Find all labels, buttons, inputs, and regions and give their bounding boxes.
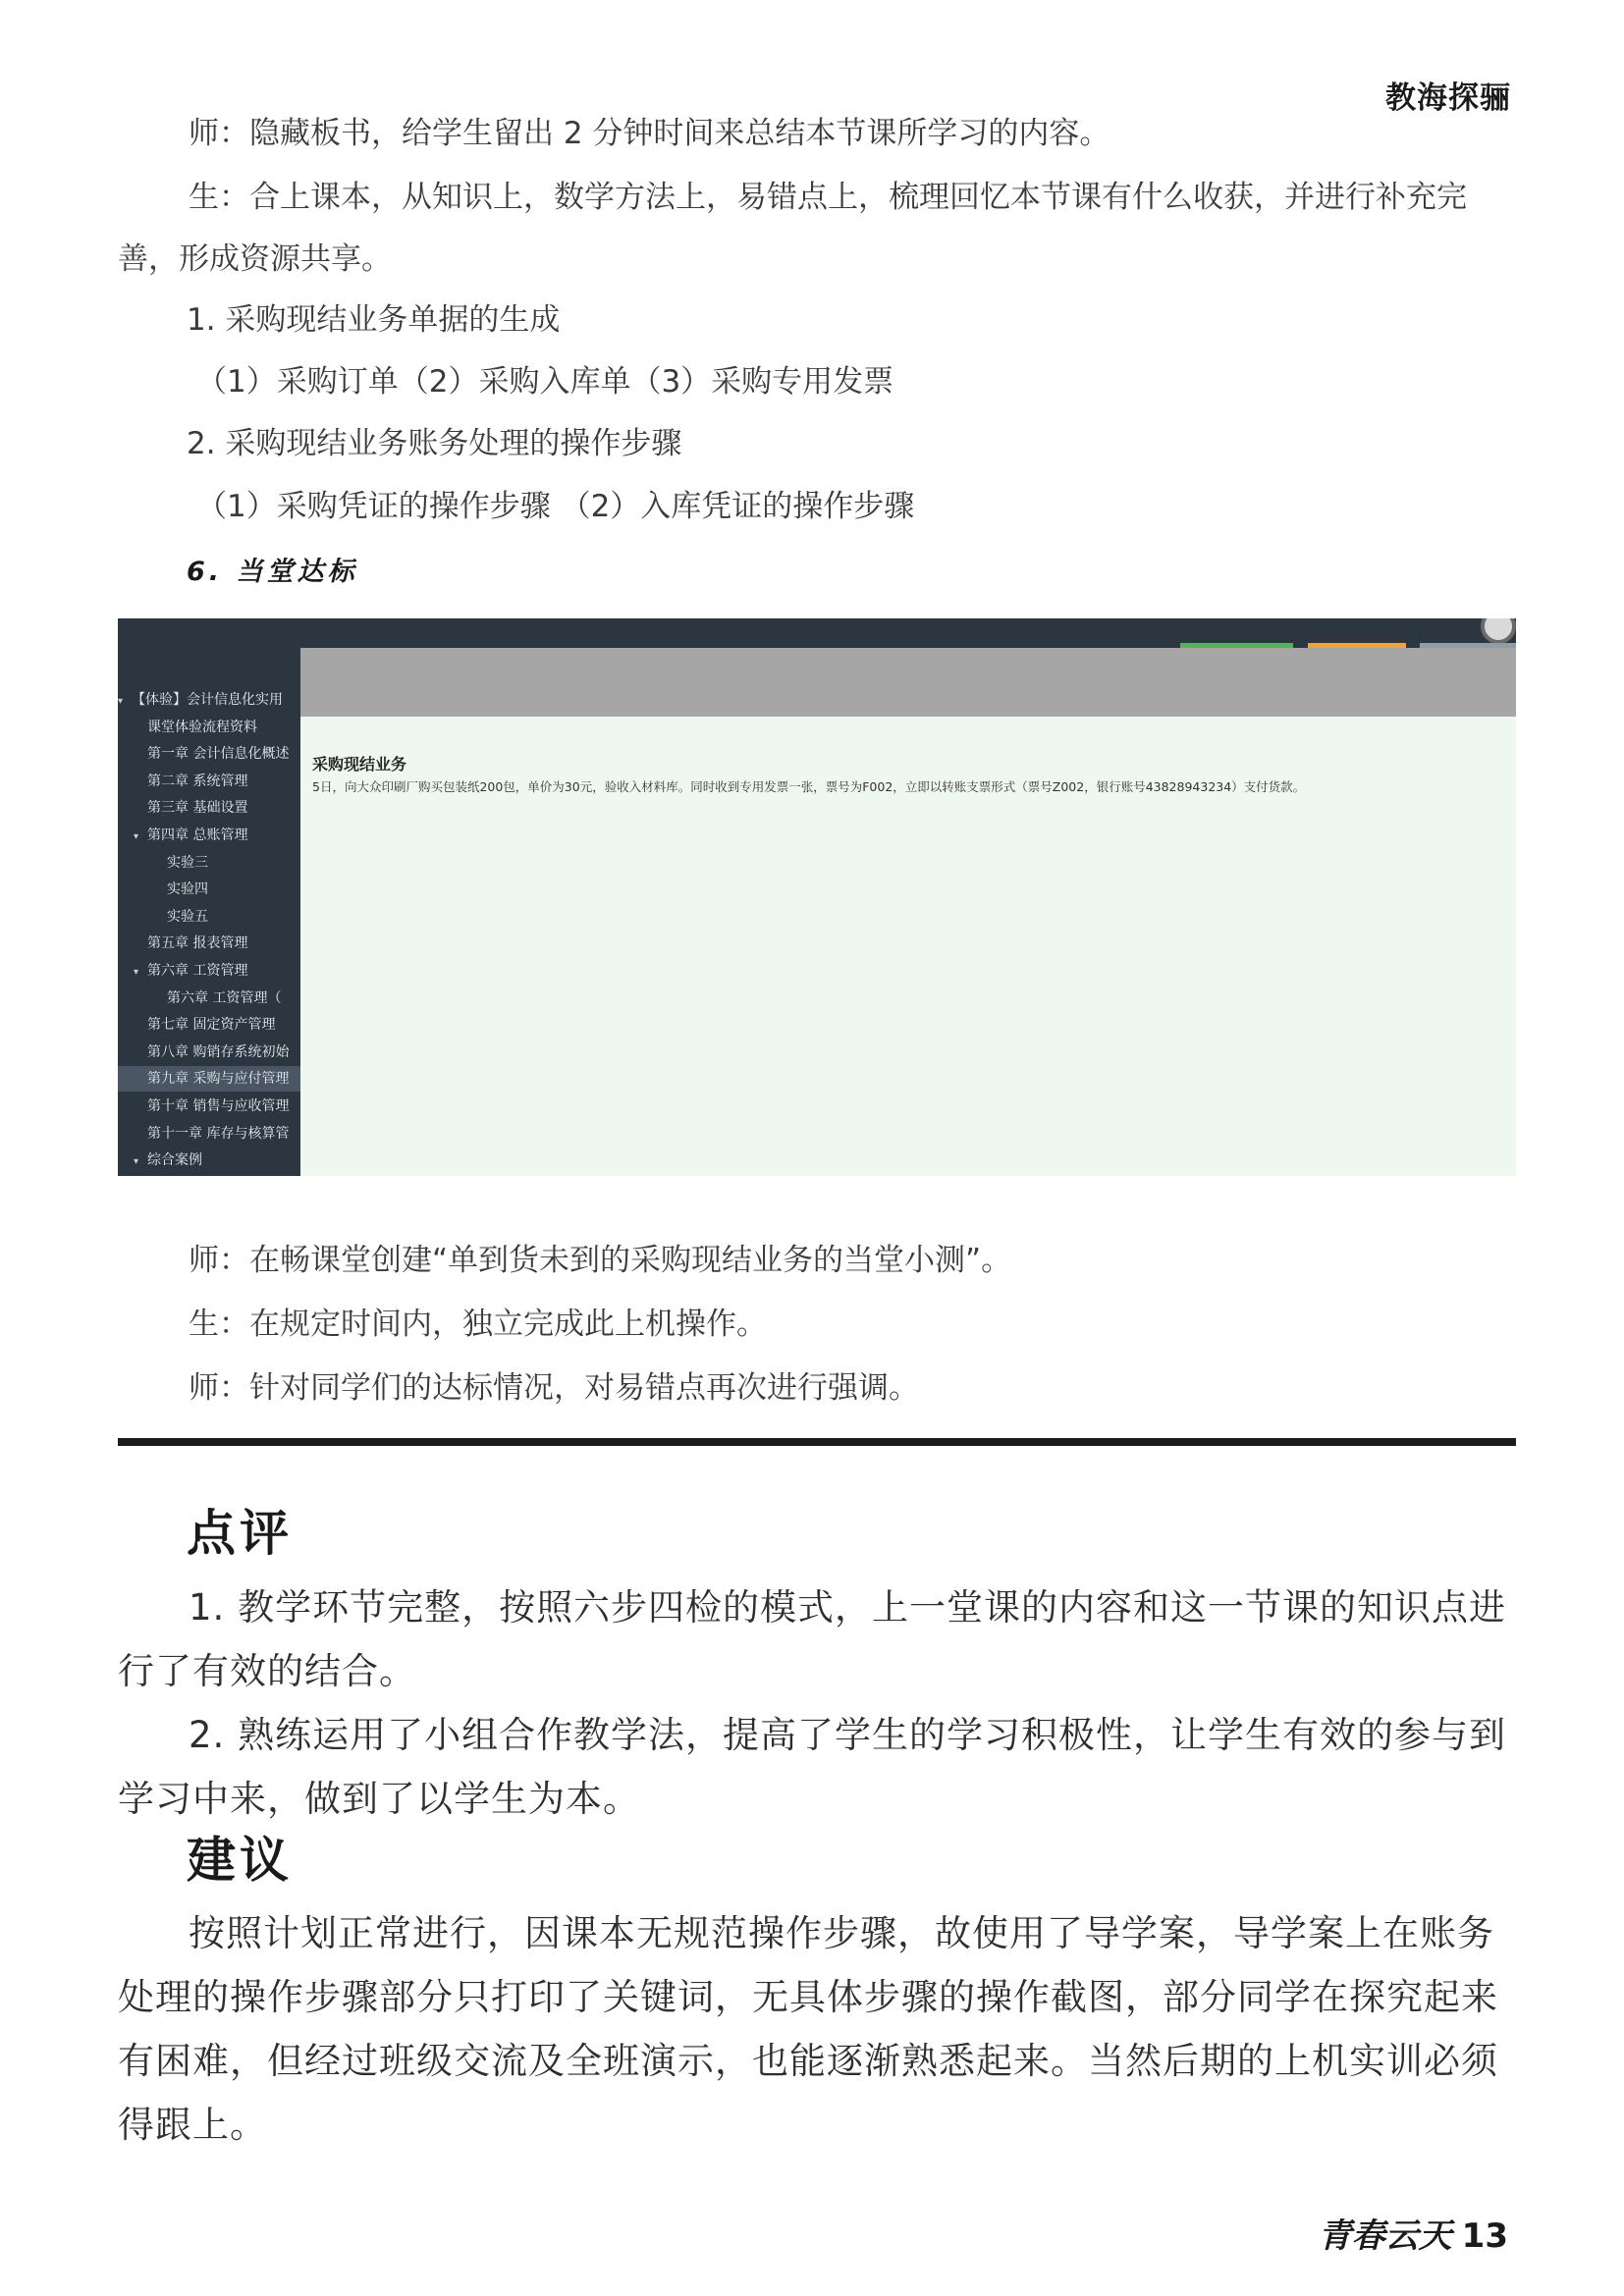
sidebar-item	[118, 769, 330, 794]
chevron-down-icon: ▾	[118, 696, 124, 707]
sidebar-item	[118, 795, 330, 821]
review-paragraph-1: 1. 教学环节完整，按照六步四检的模式，上一堂课的内容和这一节课的知识点进行了有效的结合。	[118, 1586, 1507, 1692]
screenshot-close-icon	[1481, 618, 1516, 644]
sidebar-item-label: 第十一章 库存与核算管	[147, 1125, 290, 1142]
page-header-title: 教海探骊	[1385, 80, 1511, 116]
sidebar-item-label: 实验五	[167, 908, 208, 925]
screenshot-content-panel	[300, 717, 1516, 1176]
magazine-name: 青春云天	[1318, 2216, 1452, 2256]
screenshot-sidebar	[118, 687, 300, 1176]
sidebar-item-label: 第一章 会计信息化概述	[147, 746, 290, 763]
suggestion-heading: 建议	[187, 1831, 293, 1889]
review-heading: 点评	[187, 1504, 293, 1562]
sidebar-item	[118, 1066, 330, 1092]
screenshot-content-header	[300, 648, 1516, 717]
chevron-down-icon: ▾	[134, 1156, 139, 1168]
after-paragraph-3: 师：针对同学们的达标情况，对易错点再次进行强调。	[189, 1370, 919, 1406]
sidebar-item	[118, 1012, 330, 1038]
intro-paragraph-1: 师：隐藏板书，给学生留出 2 分钟时间来总结本节课所学习的内容。	[189, 116, 1110, 151]
sidebar-item	[118, 687, 300, 713]
sidebar-item-label: 第六章 工资管理（	[167, 989, 282, 1006]
sidebar-item-label: 第五章 报表管理	[147, 935, 248, 952]
after-paragraph-1: 师：在畅课堂创建“单到货未到的采购现结业务的当堂小测”。	[189, 1243, 1012, 1278]
summary-item-2-sub: （1）采购凭证的操作步骤 （2）入库凭证的操作步骤	[196, 489, 915, 524]
page-number: 13	[1461, 2216, 1508, 2256]
task-title: 采购现结业务	[312, 755, 407, 774]
sidebar-item-label: 第九章 采购与应付管理	[147, 1071, 290, 1088]
section-divider	[118, 1438, 1516, 1446]
sidebar-item-label: 实验三	[167, 854, 208, 871]
sidebar-item-label: 综合案例	[147, 1152, 202, 1169]
suggestion-paragraph: 按照计划正常进行，因课本无规范操作步骤，故使用了导学案，导学案上在账务处理的操作步骤部分只打印了关键词，无具体步骤的操作截图，部分同学在探究起来有困难，但经过班级交流及全班演示，也能逐渐熟悉起来。当然后期的上机实训必须得跟上。	[118, 1912, 1498, 2146]
software-screenshot	[118, 618, 1516, 1176]
sidebar-item-label: 第四章 总账管理	[147, 828, 248, 843]
chevron-down-icon: ▾	[134, 967, 139, 978]
summary-item-2: 2. 采购现结业务账务处理的操作步骤	[187, 426, 682, 461]
sidebar-item	[118, 715, 330, 740]
summary-item-1: 1. 采购现结业务单据的生成	[187, 302, 561, 338]
sidebar-item	[118, 1040, 330, 1065]
after-paragraph-2: 生：在规定时间内，独立完成此上机操作。	[189, 1307, 767, 1342]
task-description: 5日，向大众印刷厂购买包装纸200包，单价为30元，验收入材料库。同时收到专用发票一张，票号为F002，立即以转账支票形式（票号Z002，银行账号43828943234）支付货款。	[312, 779, 1306, 794]
sidebar-item-label: 第六章 工资管理	[147, 963, 248, 979]
sidebar-item	[118, 741, 330, 767]
sidebar-item	[118, 1148, 316, 1173]
summary-item-1-sub: （1）采购订单（2）采购入库单（3）采购专用发票	[196, 364, 894, 400]
chevron-down-icon: ▾	[134, 831, 139, 842]
sidebar-item	[118, 931, 330, 956]
sidebar-item-label: 第十章 销售与应收管理	[147, 1098, 290, 1114]
intro-paragraph-2b: 善，形成资源共享。	[118, 241, 392, 277]
sidebar-item	[118, 1121, 330, 1147]
sidebar-item-label: 第七章 固定资产管理	[147, 1017, 276, 1034]
sidebar-item	[118, 958, 316, 984]
sidebar-item-label: 【体验】会计信息化实用	[132, 692, 283, 708]
review-paragraph-2: 2. 熟练运用了小组合作教学法，提高了学生的学习积极性，让学生有效的参与到学习中来，做到了以学生为本。	[118, 1714, 1507, 1820]
sidebar-item-label: 实验四	[167, 881, 208, 898]
sidebar-item-label: 第八章 购销存系统初始	[147, 1043, 290, 1060]
sidebar-item-label: 第二章 系统管理	[147, 773, 248, 789]
sidebar-item	[118, 1094, 330, 1119]
sidebar-item-label: 第三章 基础设置	[147, 800, 248, 817]
page-footer	[1319, 2209, 1508, 2257]
section-6-heading: 6. 当堂达标	[187, 557, 358, 587]
sidebar-item	[118, 823, 316, 848]
intro-paragraph-2a: 生：合上课本，从知识上，数学方法上，易错点上，梳理回忆本节课有什么收获，并进行补充完	[189, 180, 1467, 215]
sidebar-item-label: 课堂体验流程资料	[147, 719, 257, 735]
